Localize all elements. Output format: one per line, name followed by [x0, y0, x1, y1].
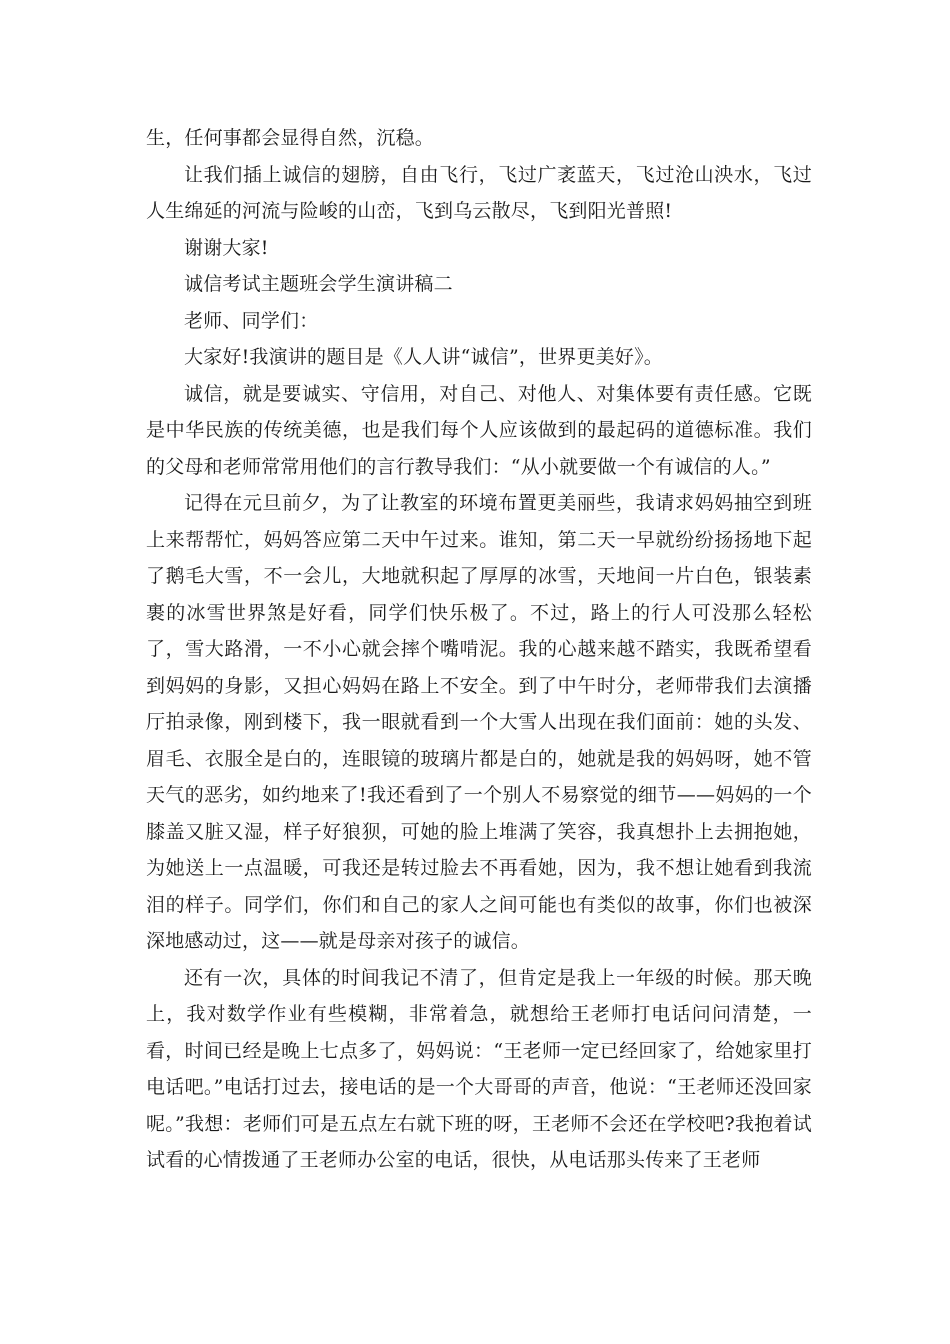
paragraph-snow-story: 记得在元旦前夕，为了让教室的环境布置更美丽些，我请求妈妈抽空到班上来帮帮忙，妈妈答应第二天中午过来。谁知，第二天一早就纷纷扬扬地下起了鹅毛大雪，不一会儿，大地就积起了厚厚的冰雪，天地间一片白色，银装素裹的冰雪世界煞是好看，同学们快乐极了。不过，路上的行人可没那么轻松了，雪大路滑，一不小心就会摔个嘴啃泥。我的心越来越不踏实，我既希望看到妈妈的身影，又担心妈妈在路上不安全。到了中午时分，老师带我们去演播厅拍录像，刚到楼下，我一眼就看到一个大雪人出现在我们面前：她的头发、眉毛、衣服全是白的，连眼镜的玻璃片都是白的，她就是我的妈妈呀，她不管天气的恶劣，如约地来了!我还看到了一个别人不易察觉的细节——妈妈的一个膝盖又脏又湿，样子好狼狈，可她的脸上堆满了笑容，我真想扑上去拥抱她，为她送上一点温暖，可我还是转过脸去不再看她，因为，我不想让她看到我流泪的样子。同学们，你们和自己的家人之间可能也有类似的故事，你们也被深深地感动过，这——就是母亲对孩子的诚信。 — [146, 492, 812, 952]
paragraph-continuation: 生，任何事都会显得自然，沉稳。 — [146, 127, 435, 149]
paragraph-wings-of-integrity: 让我们插上诚信的翅膀，自由飞行，飞过广袤蓝天，飞过沧山泱水，飞过人生绵延的河流与险峻的山峦，飞到乌云散尽，飞到阳光普照! — [146, 163, 812, 222]
paragraph-salutation: 老师、同学们： — [184, 309, 319, 332]
document-body — [146, 120, 812, 1179]
paragraph-phone-story: 还有一次，具体的时间我记不清了，但肯定是我上一年级的时候。那天晚上，我对数学作业有些模糊，非常着急，就想给王老师打电话问问清楚，一看，时间已经是晚上七点多了，妈妈说：“王老师一定已经回家了，给她家里打电话吧。”电话打过去，接电话的是一个大哥哥的声音，他说：“王老师还没回家呢。”我想：老师们可是五点左右就下班的呀，王老师不会还在学校吧?我抱着试试看的心情拨通了王老师办公室的电话，很快，从电话那头传来了王老师 — [146, 966, 812, 1171]
speech-title: 诚信考试主题班会学生演讲稿二 — [184, 273, 453, 295]
paragraph-greeting: 大家好!我演讲的题目是《人人讲“诚信”，世界更美好》。 — [184, 346, 663, 368]
paragraph-definition: 诚信，就是要诚实、守信用，对自己、对他人、对集体要有责任感。它既是中华民族的传统美德，也是我们每个人应该做到的最起码的道德标准。我们的父母和老师常常用他们的言行教导我们：“从小就要做一个有诚信的人。” — [146, 382, 812, 478]
paragraph-thanks: 谢谢大家! — [184, 236, 269, 259]
